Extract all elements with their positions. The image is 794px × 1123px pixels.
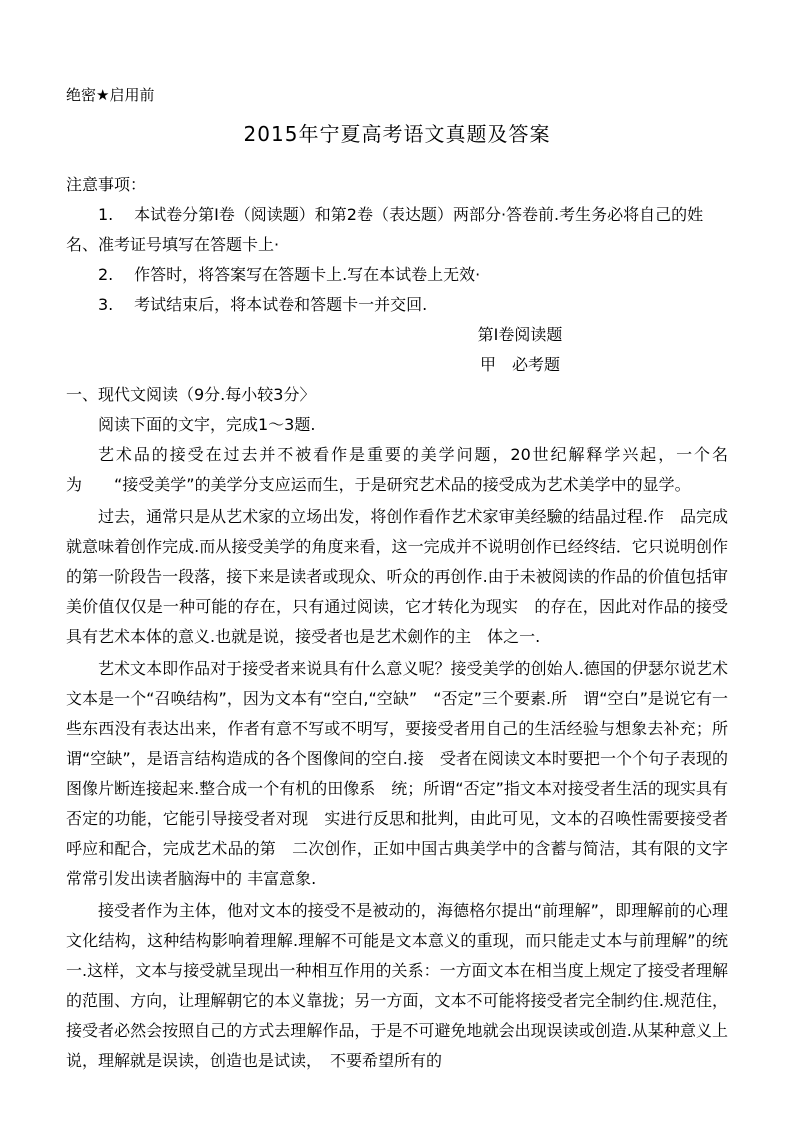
page-title: 2015年宁夏高考语文真题及答案 — [243, 122, 551, 146]
notice-item-2 — [66, 260, 728, 290]
notice-item-1 — [66, 200, 728, 260]
notice-item-3-text: 考试结束后，将本试卷和答题卡一并交回. — [134, 295, 428, 314]
notice-heading: 注意事项： — [66, 175, 147, 194]
part-heading: 甲 必考题 — [479, 355, 560, 374]
section-one-heading: 一、现代文阅读（9分.每小较3分〉 — [66, 385, 316, 404]
volume-heading: 第Ⅰ卷阅读题 — [477, 325, 563, 344]
notice-item-3 — [66, 290, 728, 320]
reading-paragraph-1: 艺术品的接受在过去并不被看作是重要的美学问题，20世纪解释学兴起，一个名为 “接受美学”的美学分支应运而生，于是研究艺术品的接受成为艺术美学中的显学。 — [66, 445, 728, 494]
notice-item-1-text: 本试卷分第Ⅰ卷（阅读题）和第2卷（表达题）两部分·答卷前.考生务必将自己的姓名、准考证号填写在答题卡上· — [66, 205, 704, 254]
reading-paragraph-3: 艺术文本即作品对于接受者来说具有什么意义呢？接受美学的创始人.德国的伊瑟尔说艺术文本是一个“召唤结构”，因为文本有“空白,“空缺” “否定”三个要素.所 谓“空白”是说它有一些东西没有表达出来，作者有意不写或不明写，要接受者用自己的生活经验与想象去补充；所谓“空缺”，是语言结构造成的各个图像间的空白.接 受者在阅读文本时要把一个个句子表现的图像片断连接起来.整合成一个有机的田像系 统；所谓“否定”指文本对接受者生活的现实具有否定的功能，它能引导接受者对现 实进行反思和批判，由此可见，文本的召唤性需要接受者呼应和配合，完成艺术品的第 二次创作，正如中国古典美学中的含蓄与简洁，其有限的文字常常引发出读者脑海中的 丰富意象. — [66, 659, 728, 888]
notice-item-1-number: 1. — [98, 205, 114, 224]
reading-instruction: 阅读下面的文宇，完成1～3题. — [98, 415, 316, 434]
notice-item-3-number: 3. — [98, 295, 114, 314]
reading-paragraph-4: 接受者作为主体，他对文本的接受不是被动的，海德格尔提出“前理解”，即理解前的心理文化结构，这种结构影响着理解.理解不可能是文本意义的重现，而只能走丈本与前理解”的统一.这样，文本与接受就呈现出一种相互作用的关系：一方面文本在相当度上规定了接受者理解的范围、方向，让理解朝它的本义靠拢；另一方面，文本不可能将接受者完全制约住.规范住，接受者必然会按照自己的方式去理解作品，于是不可避免地就会出现误读或创造.从某种意义上说，理解就是误读，创造也是试读， 不要希望所有的 — [66, 901, 728, 1070]
classification-label: 绝密★启用前 — [66, 86, 155, 104]
notice-item-2-number: 2. — [98, 265, 114, 284]
notice-item-2-text: 作答时，将答案写在答题卡上.写在本试卷上无效· — [134, 265, 481, 284]
reading-paragraph-2: 过去，通常只是从艺术家的立场出发，将创作看作艺术家审美经驗的结晶过程.作 品完成就意味着创作完成.而从接受美学的角度来看，这一完成并不说明创作已经终结．它只说明创作的第一阶段告一段落，接下来是读者或现众、听众的再创作.由于未被阅读的作品的价值包括审美价值仅仅是一种可能的存在，只有通过阅读，它才转化为现实 的存在，因此对作品的接受具有艺术本体的意义.也就是说，接受者也是艺术劍作的主 体之一. — [66, 507, 728, 646]
